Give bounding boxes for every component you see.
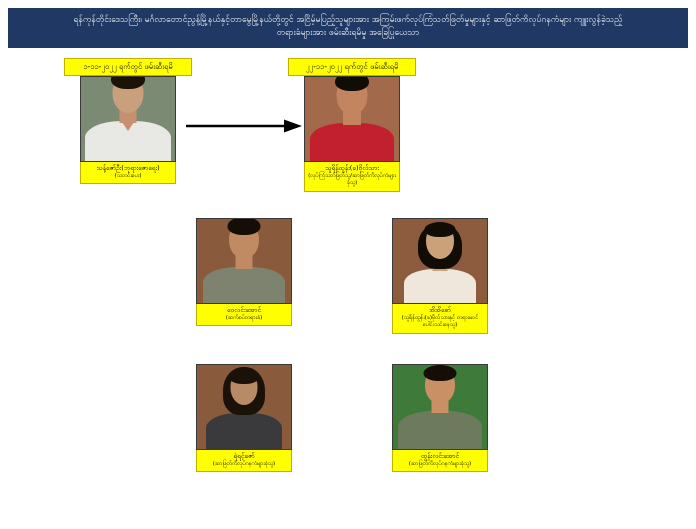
- person-3-name: ဝေလင်းအောင်: [226, 306, 262, 314]
- person-6-photo: [392, 364, 488, 450]
- person-card-2: [304, 76, 400, 192]
- header-banner: [8, 8, 688, 48]
- person-4-caption: [392, 304, 488, 334]
- date-label-left: ၁-၁၁-၂၀၂၂ ရက်တွင် ဖမ်းဆီးရမိ: [64, 58, 192, 76]
- person-2-sub: (လုပ်ကြံသတ်ဖြတ်သူ/ဆာဖြတ်ကိလုပ်ကံများခုံသူ): [308, 172, 396, 187]
- person-6-sub: (ဆာဖြတ်ကိလုပ်ဂနကံများခုံသူ): [408, 460, 472, 467]
- person-card-6: [392, 364, 488, 472]
- person-6-name: ထွန်းလင်းအောင်: [420, 452, 460, 460]
- person-3-photo: [196, 218, 292, 304]
- person-5-caption: [196, 450, 292, 472]
- person-5-sub: (ဆာဖြတ်ကိလုပ်ဂနကံများခုံသူ): [212, 460, 276, 467]
- person-2-photo: [304, 76, 400, 162]
- person-3-caption: [196, 304, 292, 326]
- person-4-photo: [392, 218, 488, 304]
- person-1-caption: [80, 162, 176, 184]
- person-4-name: အိအိစော်: [429, 306, 451, 314]
- person-4-sub: (သူရိန်ထွန်း(ခ)ဗိုလ်သားနှင့် တရားမဝင်ပေါင်းသင်းနေသူ): [401, 314, 479, 329]
- person-card-3: [196, 218, 292, 326]
- person-1-sub: (သတင်းပေး): [114, 172, 142, 179]
- person-3-sub: (ဆက်စပ်တရားခံ): [225, 314, 263, 321]
- person-6-caption: [392, 450, 488, 472]
- person-1-photo: [80, 76, 176, 162]
- banner-line-2: တရားခံများအား ဖမ်းဆီးရမိမှု အခြေပြုယေသာ: [276, 27, 420, 38]
- person-card-5: [196, 364, 292, 472]
- person-card-4: [392, 218, 488, 334]
- person-5-name: ရဲရင့်ဇော်: [233, 452, 255, 460]
- date-label-right: ၂၂-၁၁-၂၀၂၂ ရက်တွင် ဖမ်းဆီးရမိ: [288, 58, 416, 76]
- person-2-caption: [304, 162, 400, 192]
- person-2-name: သူရိန်ထွန်း(ခ)ဗိုလ်သား: [325, 164, 379, 172]
- person-card-1: [80, 76, 176, 184]
- banner-line-1: ရန်ကုန်တိုင်းဒေသကြီး၊ မင်္ဂလာတောင်ညွန့်မြို့နယ်နှင့်တာမွေမြို့နယ်တို့တွင် အငြိမ့်မပြည့်သူများအား အကြမ်းဖက်လုပ်ကြံသတ်ဖြတ်မှုများနှင့် ဆာဖြတ်ကိလုပ်ဂနကံများ ကျူးလွန်ခဲ့သည့်: [73, 15, 623, 25]
- person-5-photo: [196, 364, 292, 450]
- person-1-name: သန့်ဇော်ဦး(ဘုရားဇောရေး): [96, 164, 160, 172]
- progress-arrow-icon: [184, 118, 302, 134]
